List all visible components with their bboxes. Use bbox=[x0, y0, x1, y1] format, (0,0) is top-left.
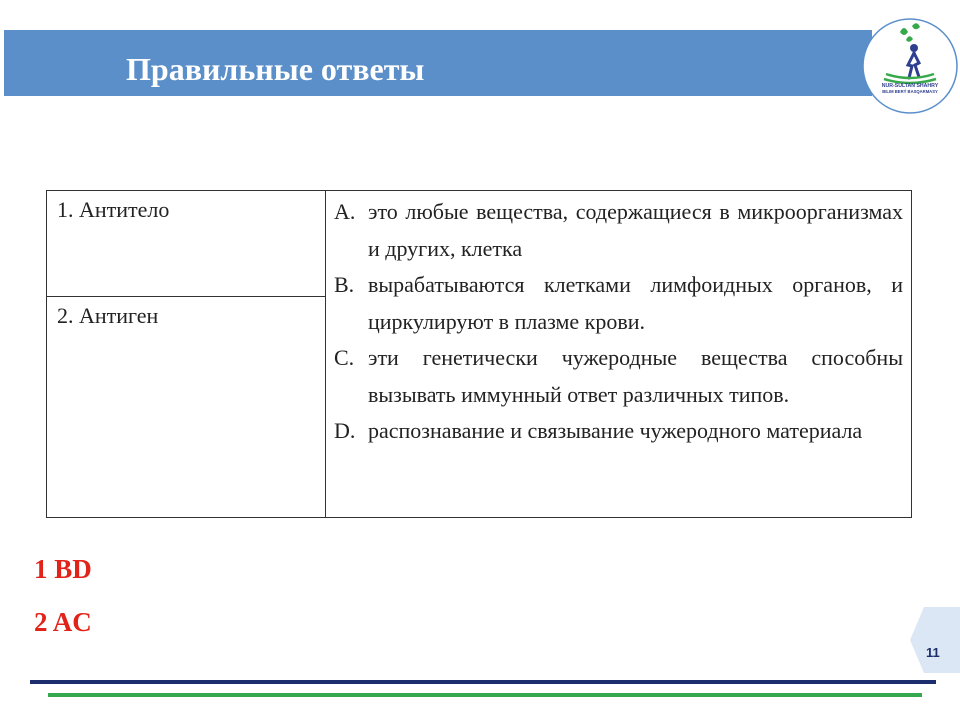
definitions-cell bbox=[326, 191, 912, 518]
page-number: 11 bbox=[926, 645, 940, 660]
definition-c bbox=[334, 340, 903, 413]
slide-title: Правильные ответы bbox=[126, 51, 425, 87]
definition-letter: B. bbox=[334, 272, 355, 297]
page-number-tab bbox=[910, 607, 960, 673]
answer-2: 2 AC bbox=[34, 607, 92, 637]
definition-b bbox=[334, 267, 903, 340]
definition-text: это любые вещества, содержащиеся в микроорганизмах и других, клетка bbox=[368, 199, 903, 261]
definition-text: распознавание и связывание чужеродного материала bbox=[368, 418, 863, 443]
footer-divider-green bbox=[48, 693, 922, 697]
definition-text: эти генетически чужеродные вещества способны вызывать иммунный ответ различных типов. bbox=[368, 345, 903, 407]
footer-divider-blue bbox=[30, 680, 936, 684]
definition-letter: C. bbox=[334, 345, 355, 370]
logo-line1: NUR-SULTAN SHAHRY bbox=[881, 83, 939, 89]
term-cell-2 bbox=[47, 297, 326, 518]
term-cell-1 bbox=[47, 191, 326, 297]
definition-a bbox=[334, 194, 903, 267]
definition-letter: D. bbox=[334, 418, 356, 443]
matching-table bbox=[46, 190, 912, 518]
definition-letter: A. bbox=[334, 199, 356, 224]
answer-1: 1 BD bbox=[34, 554, 92, 584]
definition-text: вырабатываются клетками лимфоидных органов, и циркулируют в плазме крови. bbox=[368, 272, 903, 334]
logo-line2: BILIM BERÝ BASQARMASY bbox=[882, 89, 938, 94]
term-1: 1. Антитело bbox=[57, 197, 170, 222]
term-2: 2. Антиген bbox=[57, 303, 159, 328]
definition-d bbox=[334, 413, 903, 450]
university-logo-icon bbox=[862, 12, 958, 120]
